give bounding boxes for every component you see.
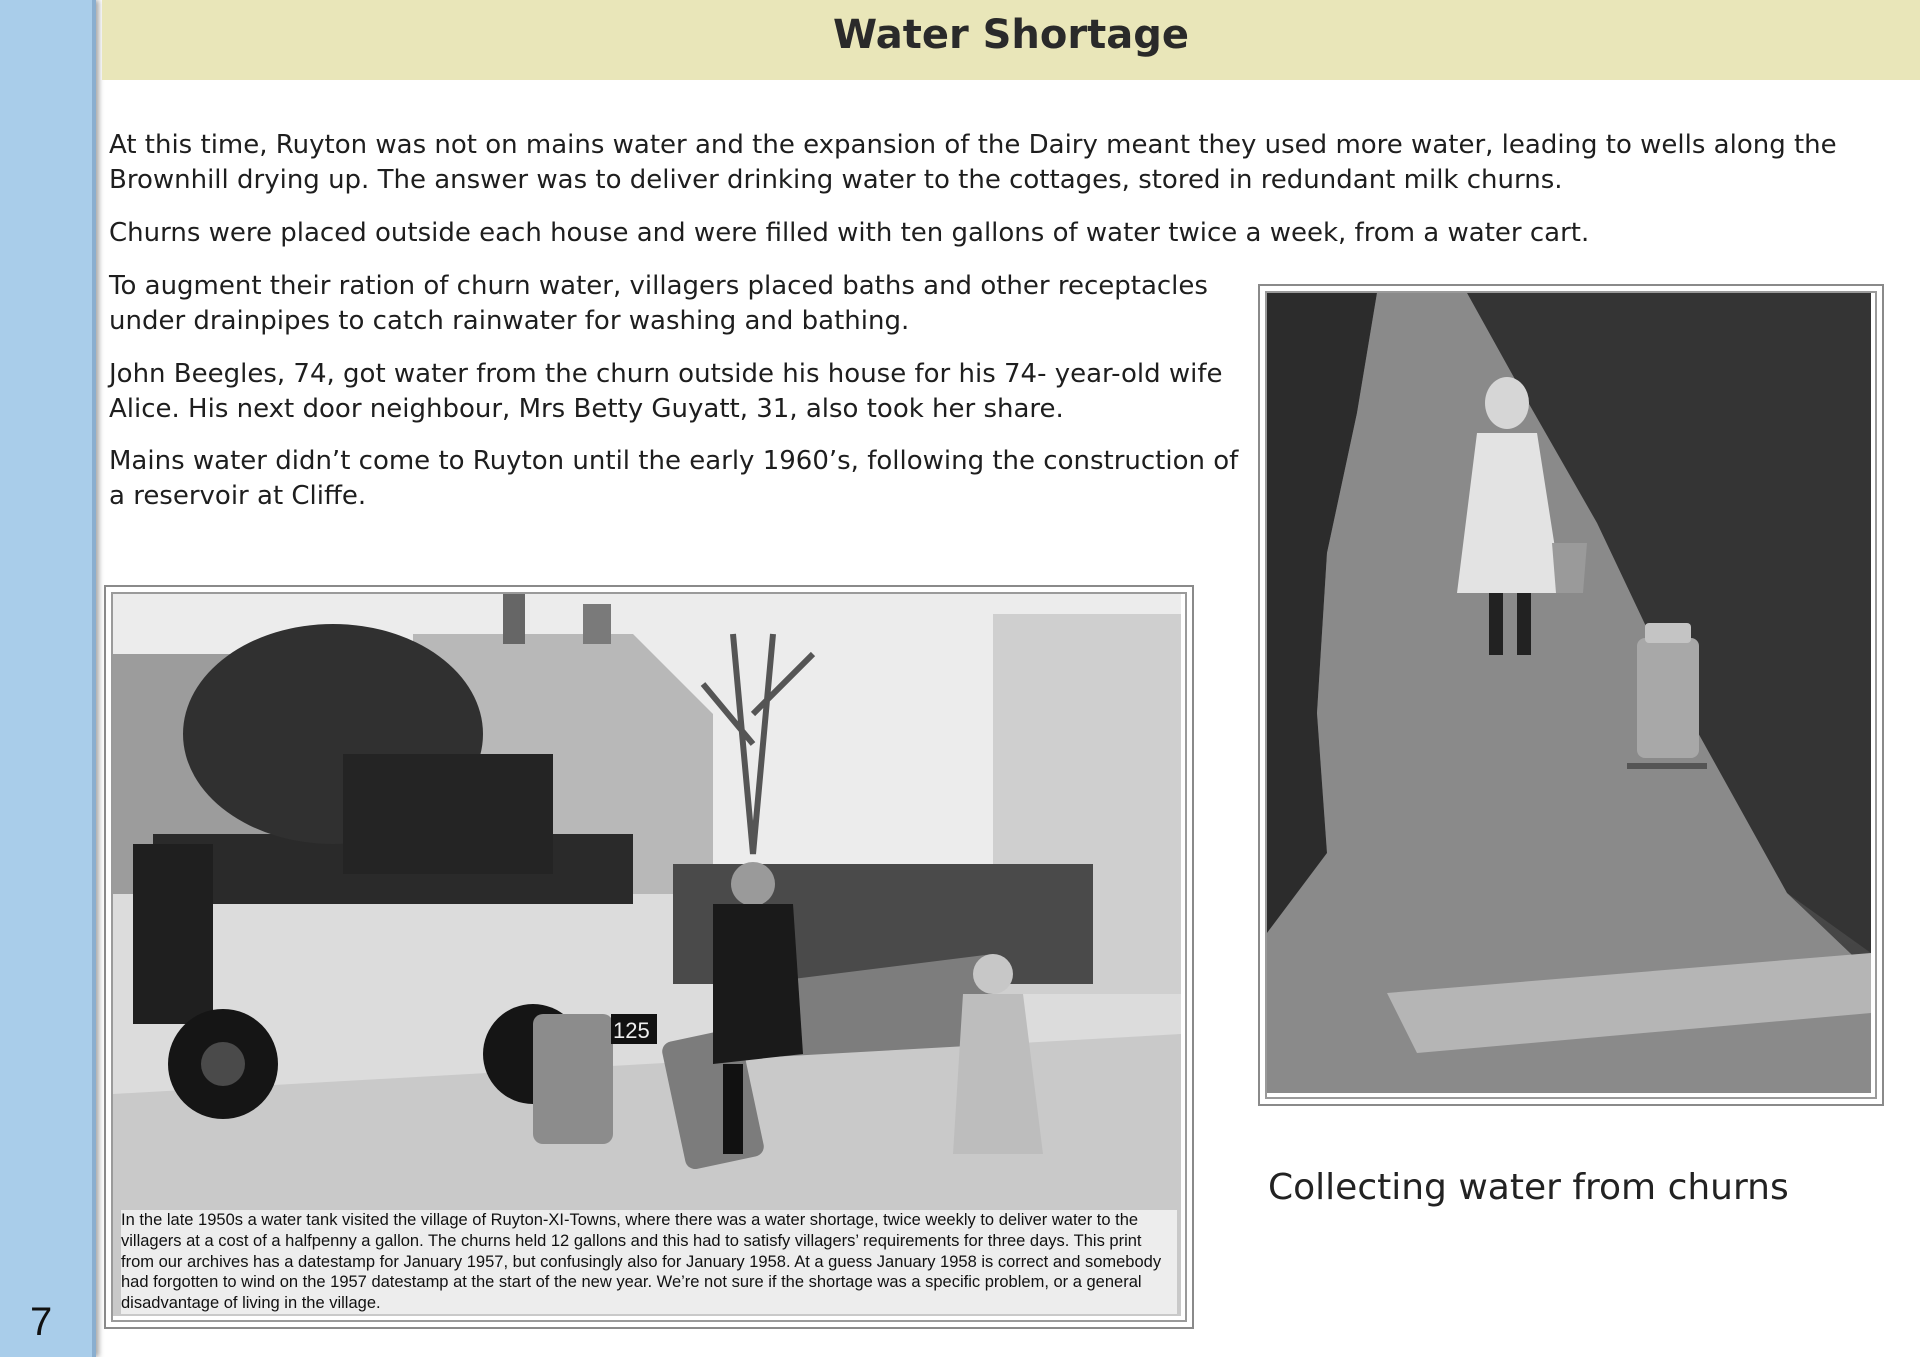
paragraph-mains-water: At this time, Ruyton was not on mains water and the expansion of the Dairy meant they used more water, leading to wells along the Brownhill drying up. The answer was to deliver drinking water to the cottages, stored in redundant milk churns. [109,130,1837,195]
paragraph-churns: Churns were placed outside each house and were filled with ten gallons of water twice a week, from a water cart. [109,218,1590,248]
paragraph-beegles: John Beegles, 74, got water from the churn outside his house for his 74- year-old wife Alice. His next door neighbour, Mrs Betty Guyatt, 31, also took her share. [109,359,1223,424]
tanker-photo-image [113,594,1181,1316]
page-sidebar [0,0,96,1357]
lane-photo-frame [1258,284,1884,1106]
page-title: Water Shortage [833,12,1189,58]
tanker-photo-caption: In the late 1950s a water tank visited the village of Ruyton-XI-Towns, where there was a water shortage, twice weekly to deliver water to the villagers at a cost of a halfpenny a gallon. The churns held 12 gallons and this had to satisfy villagers’ requirements for three days. This print from our archives has a datestamp for January 1957, but confusingly also for January 1958. At a guess January 1958 is correct and somebody had forgotten to wind on the 1957 datestamp at the start of the new year. We’re not sure if the shortage was a specific problem, or a general disadvantage of living in the village. [121,1210,1177,1314]
title-bar [102,0,1920,80]
lane-photo-caption: Collecting water from churns [1268,1167,1789,1208]
tanker-photo [111,592,1187,1322]
lane-photo-image [1267,293,1871,1093]
page-number: 7 [30,1300,53,1344]
lane-photo [1265,291,1877,1099]
number-plate: 125 [613,1018,650,1043]
paragraph-reservoir: Mains water didn’t come to Ruyton until the early 1960’s, following the construction of a reservoir at Cliffe. [109,446,1239,511]
tanker-photo-frame [104,585,1194,1329]
paragraph-rainwater: To augment their ration of churn water, villagers placed baths and other receptacles under drainpipes to catch rainwater for washing and bathing. [109,271,1208,336]
